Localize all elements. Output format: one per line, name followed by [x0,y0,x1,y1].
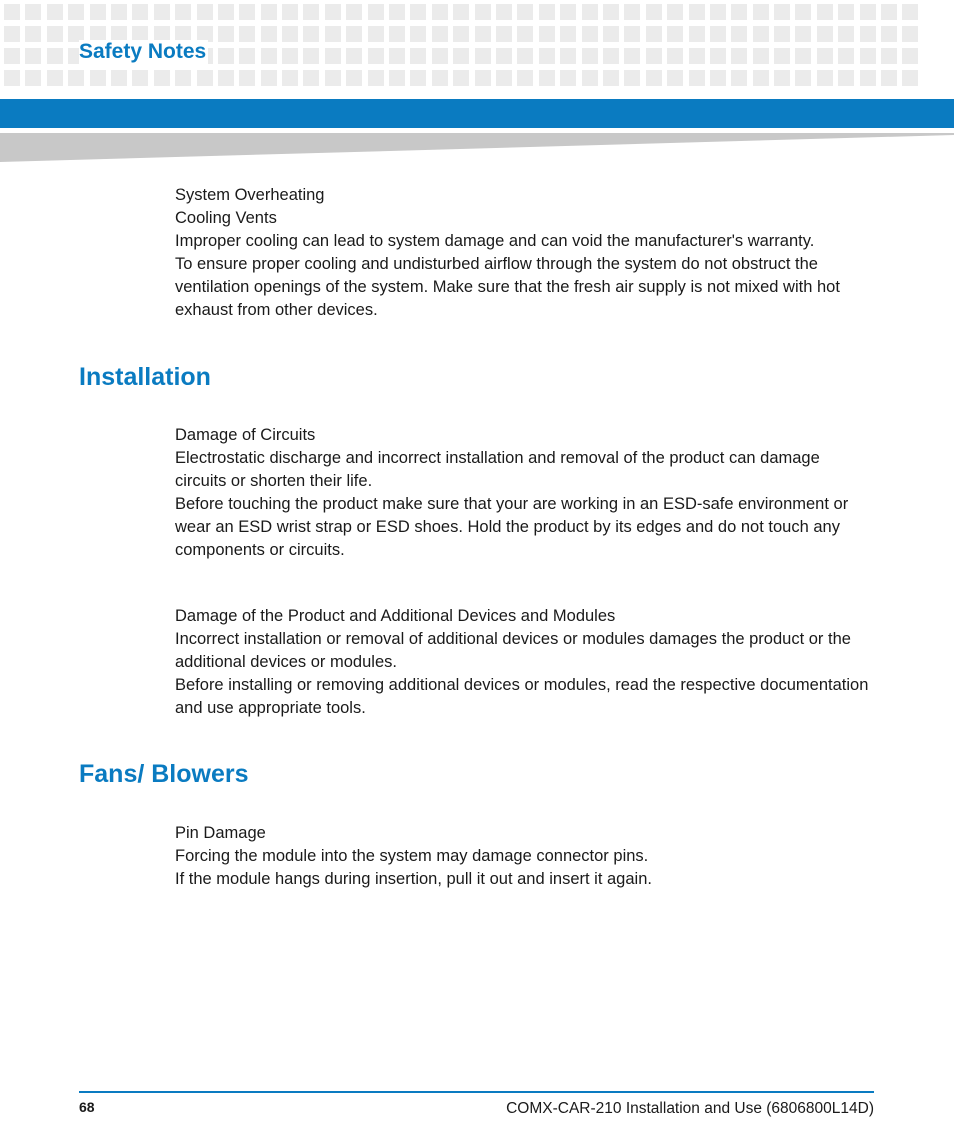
pattern-square [197,4,213,20]
pattern-square [560,70,576,86]
pattern-square [389,48,405,64]
pattern-square [368,48,384,64]
pattern-square [582,26,598,42]
pattern-square [774,70,790,86]
pattern-square [197,70,213,86]
pattern-square [710,4,726,20]
pattern-square [432,70,448,86]
pattern-square [282,48,298,64]
pattern-square [774,26,790,42]
pattern-square [731,48,747,64]
notice-damage-of-circuits [175,424,875,562]
pattern-square [753,48,769,64]
pattern-square [731,26,747,42]
pattern-square [795,4,811,20]
pattern-square [560,4,576,20]
pattern-square [496,4,512,20]
notice-line: If the module hangs during insertion, pull it out and insert it again. [175,870,652,888]
pattern-square [838,70,854,86]
pattern-square [881,48,897,64]
heading-installation: Installation [79,363,211,391]
pattern-square [239,70,255,86]
pattern-square [303,70,319,86]
pattern-square [603,48,619,64]
pattern-square [175,70,191,86]
pattern-square [795,48,811,64]
pattern-square [517,70,533,86]
pattern-square [624,70,640,86]
pattern-square [4,26,20,42]
pattern-square [389,26,405,42]
pattern-square [346,26,362,42]
pattern-square [496,26,512,42]
pattern-square [47,26,63,42]
pattern-square [410,70,426,86]
pattern-square [902,48,918,64]
pattern-square [582,70,598,86]
notice-line: Electrostatic discharge and incorrect installation and removal of the product can damage circuits or shorten their life. [175,449,820,490]
pattern-square [753,26,769,42]
pattern-square [175,4,191,20]
pattern-square [132,4,148,20]
pattern-square [667,4,683,20]
pattern-square [689,70,705,86]
pattern-square [261,48,277,64]
pattern-square [753,4,769,20]
pattern-square [25,4,41,20]
running-header-title: Safety Notes [79,40,207,63]
pattern-square [25,70,41,86]
pattern-square [47,70,63,86]
notice-pin-damage [175,822,875,891]
pattern-square [303,4,319,20]
pattern-square [817,70,833,86]
pattern-square [860,70,876,86]
pattern-square [218,26,234,42]
pattern-square [475,26,491,42]
pattern-square [346,48,362,64]
pattern-square [624,48,640,64]
notice-system-overheating [175,184,875,322]
pattern-square [817,48,833,64]
pattern-square [453,4,469,20]
pattern-square [689,48,705,64]
pattern-square [325,26,341,42]
pattern-square [261,4,277,20]
notice-line: Incorrect installation or removal of additional devices or modules damages the product or the additional devices or modules. [175,630,851,671]
pattern-square [410,48,426,64]
pattern-square [346,70,362,86]
pattern-square [731,70,747,86]
pattern-square [689,4,705,20]
notice-line: Improper cooling can lead to system damage and can void the manufacturer's warranty. [175,232,815,250]
pattern-square [881,26,897,42]
heading-fans-blowers: Fans/ Blowers [79,760,249,788]
pattern-square [817,4,833,20]
pattern-square [4,70,20,86]
pattern-square [154,4,170,20]
pattern-square [860,26,876,42]
pattern-square [881,70,897,86]
pattern-square [603,70,619,86]
pattern-square [90,70,106,86]
notice-line: Damage of the Product and Additional Devices and Modules [175,607,616,625]
pattern-square [646,48,662,64]
pattern-square [496,48,512,64]
pattern-square [475,70,491,86]
pattern-square [239,26,255,42]
pattern-square [582,48,598,64]
pattern-square [261,70,277,86]
pattern-square [410,4,426,20]
pattern-square [368,4,384,20]
pattern-square [111,4,127,20]
notice-line: Forcing the module into the system may damage connector pins. [175,847,649,865]
pattern-square [860,4,876,20]
pattern-square [560,48,576,64]
pattern-square [774,4,790,20]
pattern-square [282,70,298,86]
pattern-square [710,70,726,86]
pattern-square [303,26,319,42]
pattern-square [795,70,811,86]
pattern-square [239,48,255,64]
pattern-square [838,4,854,20]
notice-line: Before installing or removing additional devices or modules, read the respective documentation and use appropriate tools. [175,676,869,717]
pattern-square [389,70,405,86]
pattern-square [838,26,854,42]
pattern-square [560,26,576,42]
pattern-square [624,26,640,42]
pattern-square [646,4,662,20]
pattern-square [902,4,918,20]
pattern-square [389,4,405,20]
pattern-square [667,48,683,64]
pattern-square [239,4,255,20]
pattern-square [646,70,662,86]
pattern-square [795,26,811,42]
pattern-square [282,26,298,42]
pattern-square [517,48,533,64]
pattern-square [453,70,469,86]
pattern-square [646,26,662,42]
pattern-square [582,4,598,20]
pattern-square [496,70,512,86]
pattern-square [432,26,448,42]
notice-line: To ensure proper cooling and undisturbed airflow through the system do not obstruct the ventilation openings of the system. Make sure that the fresh air supply is not mixed with hot exhaust from other devices. [175,255,840,319]
pattern-square [325,48,341,64]
pattern-square [517,4,533,20]
pattern-square [603,4,619,20]
pattern-square [4,48,20,64]
pattern-square [218,70,234,86]
pattern-square [710,26,726,42]
document-title: COMX-CAR-210 Installation and Use (6806800L14D) [506,1100,874,1117]
pattern-square [667,70,683,86]
pattern-square [689,26,705,42]
header-blue-bar [0,99,954,128]
pattern-square [132,70,148,86]
notice-damage-of-product [175,605,875,720]
pattern-square [838,48,854,64]
footer-rule [79,1091,874,1093]
pattern-square [325,70,341,86]
pattern-square [432,48,448,64]
pattern-square [303,48,319,64]
pattern-square [90,4,106,20]
pattern-square [282,4,298,20]
page-number: 68 [79,1099,95,1115]
pattern-square [25,26,41,42]
pattern-square [881,4,897,20]
pattern-square [539,4,555,20]
pattern-square [603,26,619,42]
pattern-square [539,48,555,64]
header-grey-wedge [0,131,954,164]
notice-line: Before touching the product make sure that your are working in an ESD-safe environment or wear an ESD wrist strap or ESD shoes. Hold the product by its edges and do not touch any components or circuits. [175,495,849,559]
pattern-square [539,70,555,86]
pattern-square [624,4,640,20]
pattern-square [453,48,469,64]
pattern-square [25,48,41,64]
pattern-square [860,48,876,64]
pattern-square [410,26,426,42]
pattern-square [47,4,63,20]
pattern-square [774,48,790,64]
pattern-square [453,26,469,42]
pattern-square [368,26,384,42]
pattern-square [902,70,918,86]
pattern-square [753,70,769,86]
pattern-square [539,26,555,42]
pattern-square [325,4,341,20]
pattern-square [4,4,20,20]
pattern-square [68,4,84,20]
pattern-square [47,48,63,64]
pattern-square [667,26,683,42]
pattern-square [517,26,533,42]
pattern-square [817,26,833,42]
pattern-square [154,70,170,86]
notice-line: Pin Damage [175,824,266,842]
pattern-square [368,70,384,86]
pattern-square [432,4,448,20]
pattern-square [111,70,127,86]
pattern-square [902,26,918,42]
pattern-square [475,4,491,20]
pattern-square [475,48,491,64]
notice-line: Damage of Circuits [175,426,316,444]
pattern-square [346,4,362,20]
pattern-square [731,4,747,20]
pattern-square [218,4,234,20]
pattern-square [218,48,234,64]
pattern-square [68,70,84,86]
notice-line: Cooling Vents [175,209,277,227]
pattern-square [710,48,726,64]
pattern-square [261,26,277,42]
notice-line: System Overheating [175,186,325,204]
